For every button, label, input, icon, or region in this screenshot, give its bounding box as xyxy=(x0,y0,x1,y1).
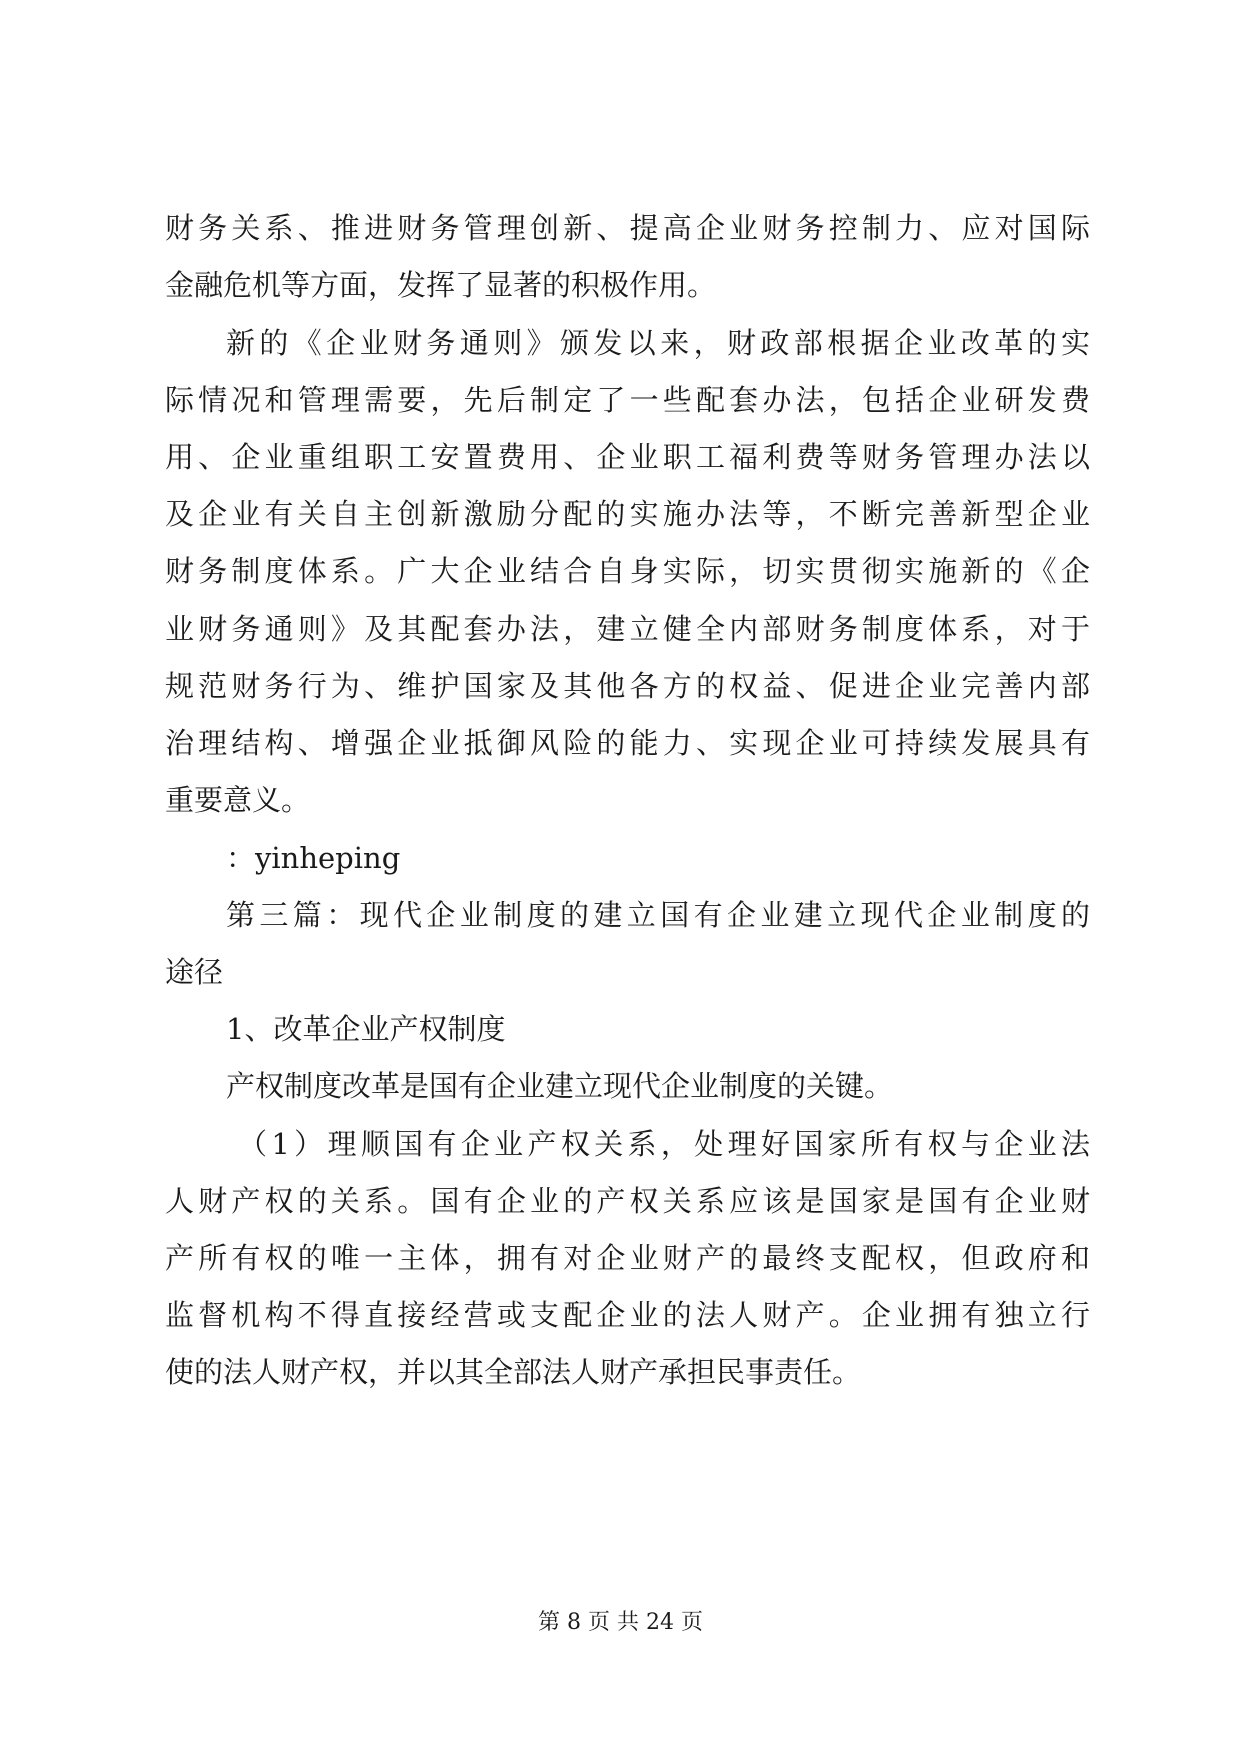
subsection-heading: 1、改革企业产权制度 xyxy=(226,1012,506,1046)
text-line-4: 际情况和管理需要，先后制定了一些配套办法，包括企业研发费 xyxy=(165,383,1090,417)
text-line-17: （1）理顺国有企业产权关系，处理好国家所有权与企业法 xyxy=(238,1127,1090,1161)
section-heading: 第三篇：现代企业制度的建立国有企业建立现代企业制度的 xyxy=(226,898,1090,932)
text-line-20: 监督机构不得直接经营或支配企业的法人财产。企业拥有独立行 xyxy=(165,1298,1090,1332)
text-line-9: 规范财务行为、维护国家及其他各方的权益、促进企业完善内部 xyxy=(165,669,1090,703)
text-line-16: 产权制度改革是国有企业建立现代企业制度的关键。 xyxy=(226,1069,894,1103)
text-line-2: 金融危机等方面，发挥了显著的积极作用。 xyxy=(165,268,717,302)
text-line-11: 重要意义。 xyxy=(165,783,311,817)
text-line-19: 产所有权的唯一主体，拥有对企业财产的最终支配权，但政府和 xyxy=(165,1241,1090,1275)
text-line-21: 使的法人财产权，并以其全部法人财产承担民事责任。 xyxy=(165,1355,862,1389)
text-line-10: 治理结构、增强企业抵御风险的能力、实现企业可持续发展具有 xyxy=(165,726,1090,760)
text-line-7: 财务制度体系。广大企业结合自身实际，切实贯彻实施新的《企 xyxy=(165,554,1090,588)
text-line-12: ：yinheping xyxy=(226,841,401,875)
page-footer: 第 8 页 共 24 页 xyxy=(538,1610,703,1635)
text-line-3: 新的《企业财务通则》颁发以来，财政部根据企业改革的实 xyxy=(226,326,1090,360)
text-line-8: 业财务通则》及其配套办法，建立健全内部财务制度体系，对于 xyxy=(165,612,1090,646)
text-line-6: 及企业有关自主创新激励分配的实施办法等，不断完善新型企业 xyxy=(165,497,1090,531)
text-line-18: 人财产权的关系。国有企业的产权关系应该是国家是国有企业财 xyxy=(165,1184,1090,1218)
section-heading-continued: 途径 xyxy=(165,955,224,989)
text-line-5: 用、企业重组职工安置费用、企业职工福利费等财务管理办法以 xyxy=(165,440,1090,474)
text-line-1: 财务关系、推进财务管理创新、提高企业财务控制力、应对国际 xyxy=(165,211,1090,245)
